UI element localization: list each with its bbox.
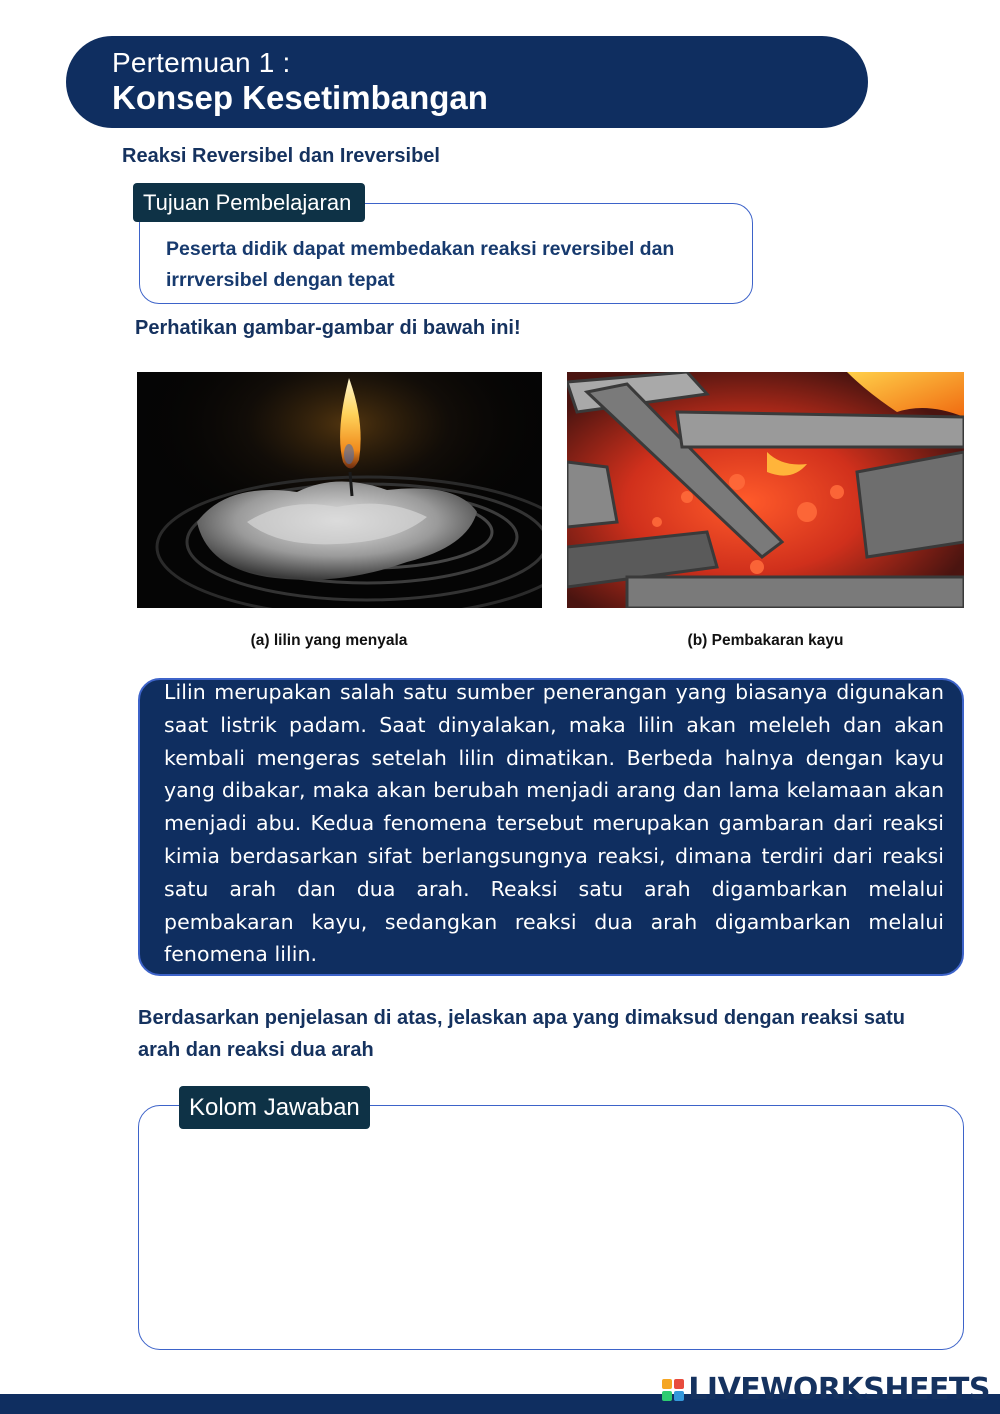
burning-wood-photo xyxy=(567,372,964,608)
instruction-text: Perhatikan gambar-gambar di bawah ini! xyxy=(135,317,521,339)
answer-tag: Kolom Jawaban xyxy=(179,1086,370,1129)
description-box xyxy=(138,678,964,976)
caption-candle: (a) lilin yang menyala xyxy=(250,632,408,649)
liveworksheets-brand xyxy=(662,1373,990,1407)
candle-photo xyxy=(137,372,542,608)
description-text: Lilin merupakan salah satu sumber penerangan yang biasanya digunakan saat listrik padam. Saat dinyalakan, maka lilin akan meleleh dan akan kembali mengeras setelah lilin dimatikan. Berbeda halnya dengan kayu yang dibakar, maka akan berubah menjadi arang dan lama kelamaan akan menjadi abu. Kedua fenomena tersebut merupakan gambaran dari reaksi kimia berdasarkan sifat berlangsungnya reaksi, dimana terdiri dari reaksi satu arah dan dua arah. Reaksi satu arah digambarkan melalui pembakaran kayu, sedangkan reaksi dua arah digambarkan melalui fenomena lilin. xyxy=(164,680,944,967)
section-heading: Reaksi Reversibel dan Ireversibel xyxy=(122,145,440,167)
page-title: Konsep Kesetimbangan xyxy=(112,79,488,116)
meeting-label: Pertemuan 1 : xyxy=(112,47,291,78)
learning-goal-tag: Tujuan Pembelajaran xyxy=(133,183,365,222)
answer-input[interactable] xyxy=(149,1144,953,1339)
caption-wood: (b) Pembakaran kayu xyxy=(687,632,844,649)
title-banner xyxy=(66,36,868,128)
question-text: Berdasarkan penjelasan di atas, jelaskan apa yang dimaksud dengan reaksi satu arah dan reaksi dua arah xyxy=(138,1007,906,1061)
learning-goal-text: Peserta didik dapat membedakan reaksi reversibel dan irrrversibel dengan tepat xyxy=(166,238,675,291)
answer-box xyxy=(138,1105,964,1350)
brand-name: LIVEWORKSHEETS xyxy=(688,1372,990,1407)
liveworksheets-logo-icon xyxy=(662,1379,684,1401)
